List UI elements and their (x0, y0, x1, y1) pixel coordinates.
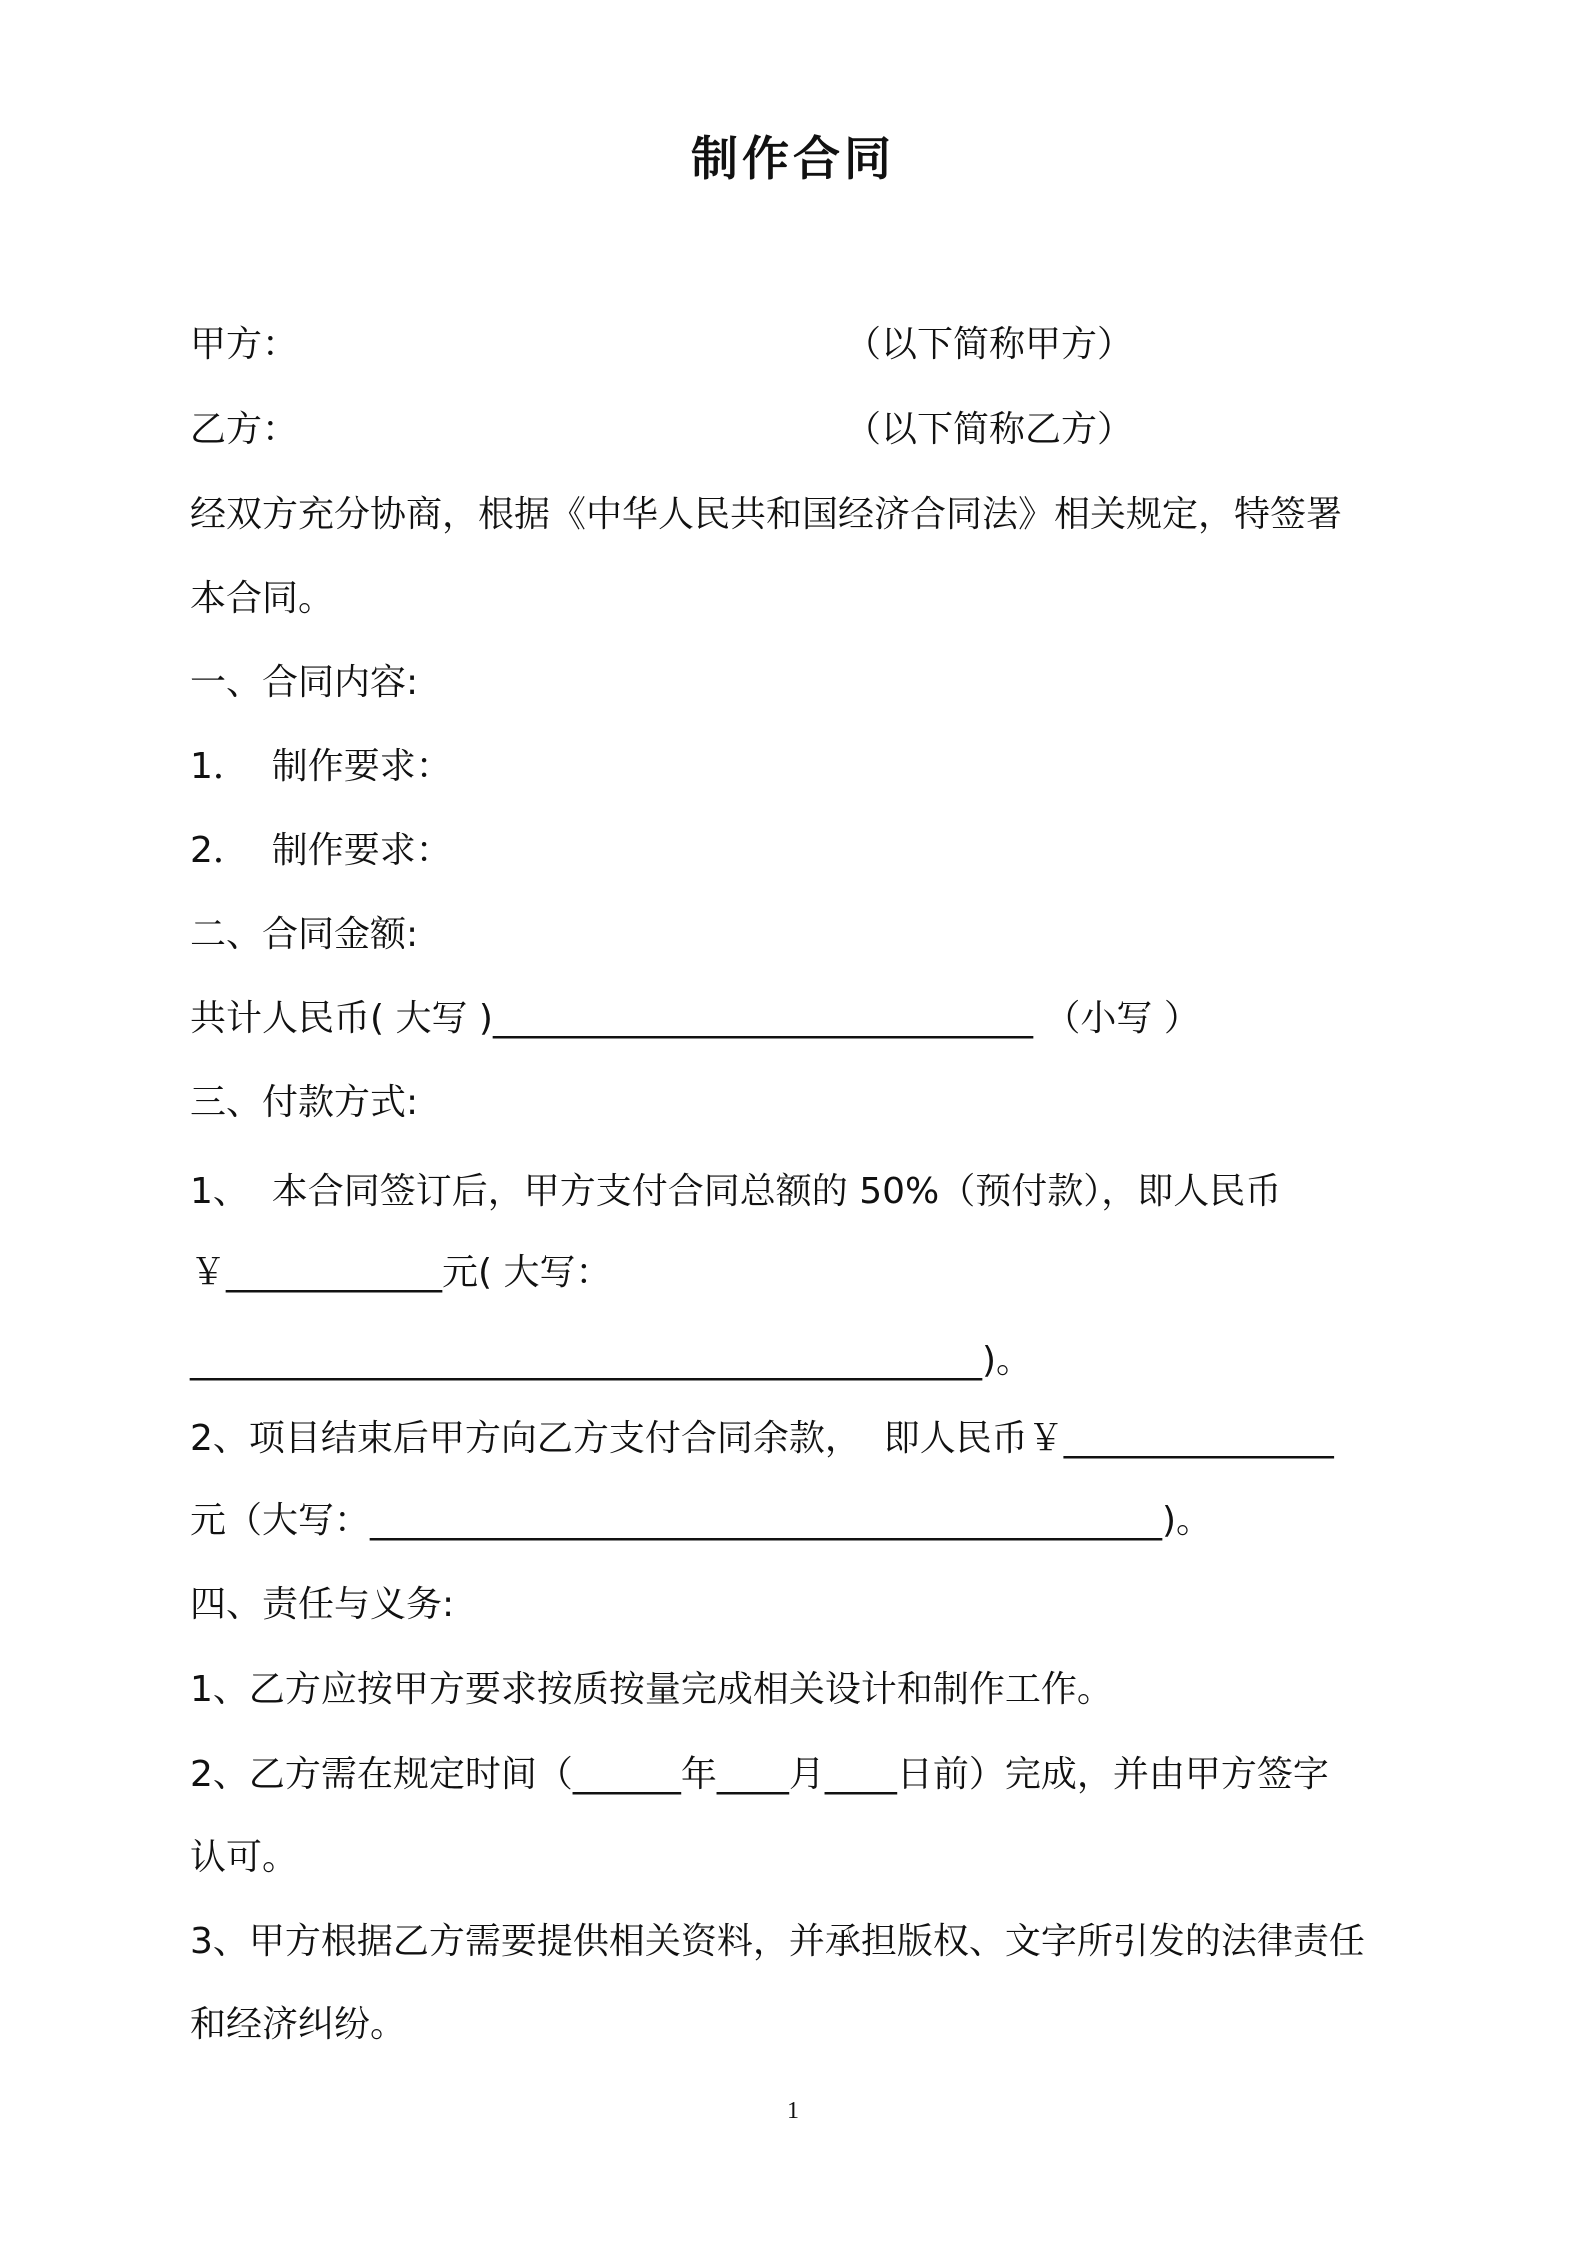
section-1-heading: 一、合同内容: (190, 662, 419, 703)
section-1-item-2: 2． 制作要求： (190, 830, 452, 871)
duty-item-3-line-1: 3、甲方根据乙方需要提供相关资料，并承担版权、文字所引发的法律责任 (190, 1921, 1365, 1962)
intro-line-2: 本合同。 (190, 578, 335, 619)
payment-item-2-line-2: 元（大写：____________________________________________)。 (190, 1500, 1213, 1541)
party-b-note: （以下简称乙方） (845, 409, 1134, 450)
payment-item-2-line-1: 2、项目结束后甲方向乙方支付合同余款， 即人民币￥_______________ (190, 1418, 1334, 1459)
section-4-heading: 四、责任与义务: (190, 1584, 455, 1625)
payment-item-1-line-1: 1、 本合同签订后，甲方支付合同总额的 50%（预付款），即人民币 (190, 1171, 1282, 1212)
payment-item-1-line-2: ￥____________元( 大写： (190, 1252, 612, 1293)
intro-line-1: 经双方充分协商，根据《中华人民共和国经济合同法》相关规定，特签署 (190, 494, 1343, 535)
duty-item-2-line-1: 2、乙方需在规定时间（______年____月____日前）完成，并由甲方签字 (190, 1754, 1329, 1795)
amount-line: 共计人民币( 大写 )______________________________ （小写 ） (190, 998, 1200, 1039)
section-1-item-1: 1． 制作要求： (190, 746, 452, 787)
payment-item-1-line-3: ____________________________________________)。 (190, 1340, 1033, 1381)
contract-title: 制作合同 (691, 132, 895, 187)
party-a-label: 甲方： (190, 324, 299, 365)
party-b-line (190, 405, 298, 455)
party-b-label: 乙方： (190, 409, 299, 450)
party-a-line (190, 320, 298, 370)
section-2-heading: 二、合同金额: (190, 914, 419, 955)
party-a-note: （以下简称甲方） (845, 324, 1134, 365)
duty-item-1: 1、乙方应按甲方要求按质按量完成相关设计和制作工作。 (190, 1669, 1113, 1710)
duty-item-2-line-2: 认可。 (190, 1837, 299, 1878)
page-number: 1 (787, 2098, 799, 2124)
duty-item-3-line-2: 和经济纠纷。 (190, 2004, 407, 2045)
section-3-heading: 三、付款方式: (190, 1082, 419, 1123)
